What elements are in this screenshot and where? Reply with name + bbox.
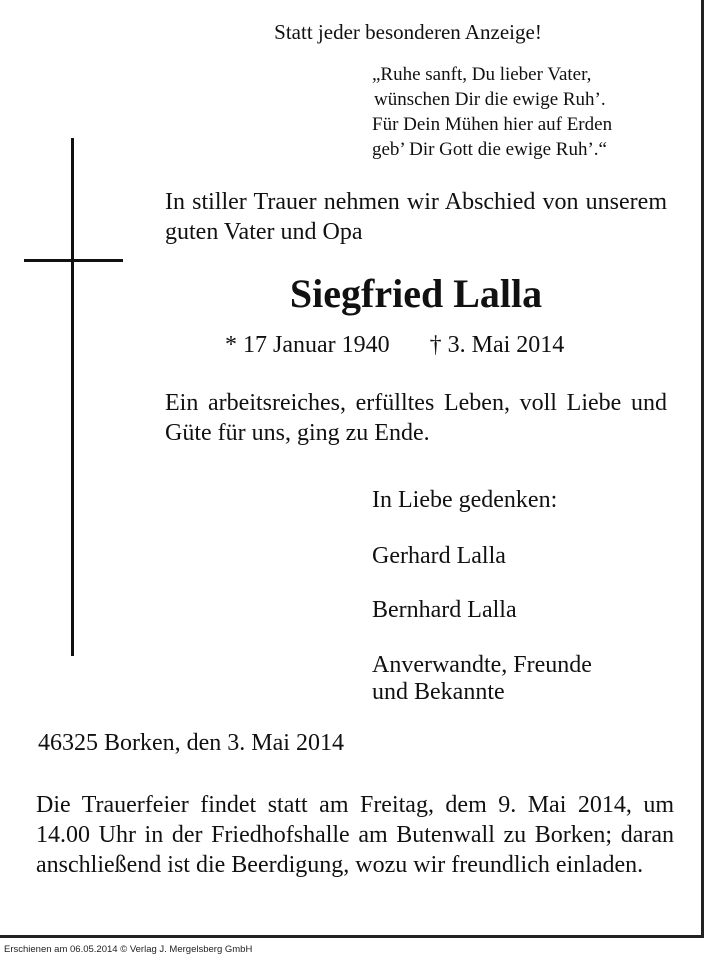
poem-line: „Ruhe sanft, Du lieber Vater,: [372, 64, 592, 85]
life-text: Ein arbeitsreiches, erfülltes Leben, voll Liebe und Güte für uns, ging zu Ende.: [165, 390, 667, 446]
poem-line: Für Dein Mühen hier auf Erden: [372, 114, 613, 135]
birth-date: * 17 Januar 1940: [225, 332, 390, 358]
place-date: 46325 Borken, den 3. Mai 2014: [38, 730, 344, 756]
mourner-group: Anverwandte, Freunde: [372, 652, 592, 678]
mourner-name: Bernhard Lalla: [372, 597, 517, 623]
poem-line: wünschen Dir die ewige Ruh’.: [374, 89, 606, 110]
mourner-name: Gerhard Lalla: [372, 543, 506, 569]
publication-footer: Erschienen am 06.05.2014 © Verlag J. Mergelsberg GmbH: [0, 940, 708, 959]
notice-header: Statt jeder besonderen Anzeige!: [274, 20, 542, 44]
remembrance-heading: In Liebe gedenken:: [372, 487, 558, 513]
poem-line: geb’ Dir Gott die ewige Ruh’.“: [372, 139, 607, 160]
cross-icon-bar: [24, 259, 123, 262]
deceased-name: Siegfried Lalla: [289, 271, 543, 316]
intro-text: In stiller Trauer nehmen wir Abschied von unserem guten Vater und Opa: [165, 189, 667, 245]
cross-icon: [71, 138, 74, 656]
life-dates: [225, 332, 564, 359]
death-date: † 3. Mai 2014: [429, 332, 565, 358]
ceremony-text: Die Trauerfeier findet statt am Freitag, dem 9. Mai 2014, um 14.00 Uhr in der Friedhofshalle am Butenwall zu Borken; daran anschließend ist die Beerdigung, wozu wir freundlich einladen.: [36, 792, 674, 878]
poem: [372, 62, 612, 162]
mourner-group: und Bekannte: [372, 679, 505, 705]
